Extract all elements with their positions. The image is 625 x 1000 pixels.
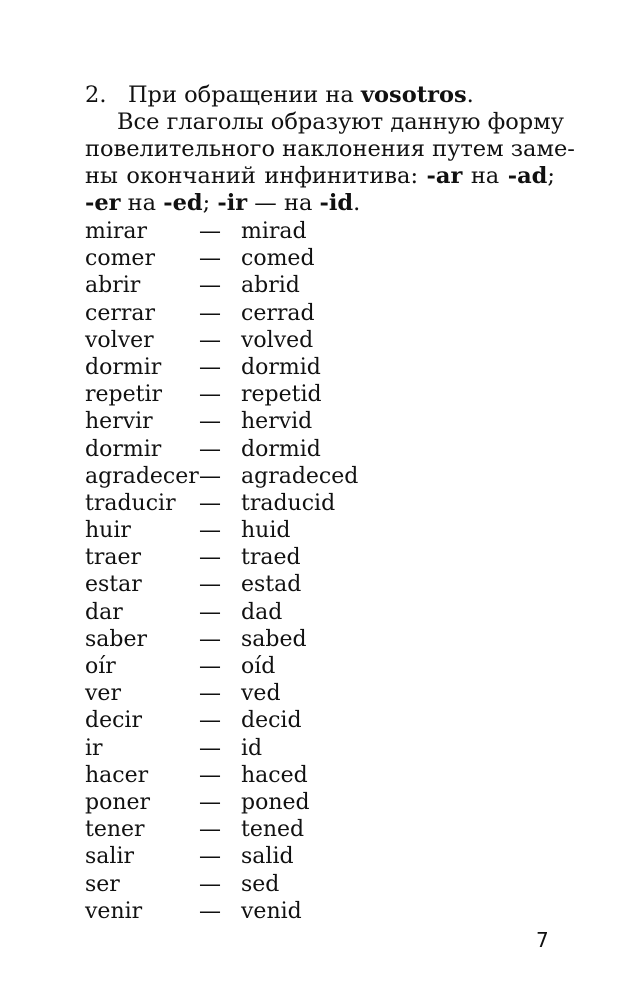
verb-infinitive: hervir xyxy=(85,409,153,435)
verb-infinitive: comer xyxy=(85,246,155,272)
verb-dash: — xyxy=(199,327,221,353)
verb-infinitive: dormir xyxy=(85,354,162,380)
verb-infinitive: estar xyxy=(85,572,142,598)
paragraph-punct: ; xyxy=(547,163,555,189)
verb-imperative: comed xyxy=(241,246,315,272)
verb-dash: — xyxy=(199,572,221,598)
verb-infinitive: oír xyxy=(85,654,116,679)
verb-infinitive: hacer xyxy=(85,762,149,788)
verb-dash: — xyxy=(199,735,221,761)
verb-imperative: cerrad xyxy=(241,300,315,326)
verb-imperative: dormid xyxy=(241,354,321,380)
verb-infinitive: saber xyxy=(85,626,148,652)
verb-imperative: decid xyxy=(241,708,302,734)
verb-imperative: abrid xyxy=(241,273,300,299)
verb-imperative: salid xyxy=(241,844,294,870)
verb-infinitive: repetir xyxy=(85,382,163,408)
verb-infinitive: decir xyxy=(85,708,142,734)
paragraph-punct: . xyxy=(353,190,361,216)
verb-imperative: huid xyxy=(241,518,291,544)
verb-imperative: hervid xyxy=(241,409,313,435)
verb-infinitive: ver xyxy=(85,681,121,707)
section-heading-text: При обращении на xyxy=(127,82,354,108)
verb-infinitive: traducir xyxy=(85,490,176,516)
paragraph-line: Все глаголы образуют данную форму xyxy=(117,109,564,135)
verb-infinitive: agradecer xyxy=(85,463,199,489)
verb-infinitive: huir xyxy=(85,518,131,544)
verb-dash: — xyxy=(199,518,221,544)
verb-dash: — xyxy=(199,219,221,244)
verb-dash: — xyxy=(199,545,221,571)
verb-infinitive: abrir xyxy=(85,273,141,299)
verb-dash: — xyxy=(199,898,221,924)
verb-imperative: traducid xyxy=(241,490,336,516)
verb-infinitive: poner xyxy=(85,789,151,815)
verb-imperative: dad xyxy=(241,599,283,625)
verb-imperative: repetid xyxy=(241,382,322,408)
verb-dash: — xyxy=(199,871,221,897)
ending-er: -er xyxy=(85,190,121,216)
ending-ed: -ed xyxy=(163,190,203,216)
verb-imperative: volved xyxy=(241,327,314,353)
verb-imperative: venid xyxy=(241,898,302,924)
paragraph-punct: ; xyxy=(202,190,211,216)
verb-imperative: sabed xyxy=(241,626,307,652)
verb-infinitive: mirar xyxy=(85,219,148,244)
verb-imperative: mirad xyxy=(241,219,307,244)
verb-imperative: sed xyxy=(241,871,280,897)
verb-infinitive: traer xyxy=(85,545,142,571)
verb-dash: — xyxy=(199,463,221,489)
verb-infinitive: volver xyxy=(85,327,154,353)
verb-infinitive: cerrar xyxy=(85,300,156,326)
verb-dash: — xyxy=(199,354,221,380)
section-number: 2. xyxy=(85,82,107,108)
ending-ar: -ar xyxy=(426,163,463,189)
paragraph-line xyxy=(85,190,555,217)
verb-dash: — xyxy=(199,490,221,516)
verb-infinitive: ser xyxy=(85,871,120,897)
verb-imperative: oíd xyxy=(241,654,276,679)
rule-paragraph xyxy=(85,109,575,217)
section-heading-period: . xyxy=(466,82,474,108)
verb-dash: — xyxy=(199,817,221,843)
verb-dash: — xyxy=(199,681,221,707)
verb-imperative: agradeced xyxy=(241,463,359,489)
paragraph-line: повелительного наклонения путем заме- xyxy=(85,136,575,162)
verb-dash: — xyxy=(199,708,221,734)
verb-dash: — xyxy=(199,789,221,815)
verb-dash: — xyxy=(199,409,221,435)
verb-dash: — xyxy=(199,599,221,625)
ending-ad: -ad xyxy=(507,163,548,189)
verb-dash: — xyxy=(199,844,221,870)
verb-imperative: tened xyxy=(241,817,305,843)
verb-imperative: haced xyxy=(241,762,308,788)
paragraph-text: ны окончаний инфинитива: xyxy=(85,163,419,189)
verb-infinitive: venir xyxy=(85,898,143,924)
ending-id: -id xyxy=(319,190,354,216)
verb-dash: — xyxy=(199,246,221,272)
paragraph-line xyxy=(85,163,555,190)
verb-dash: — xyxy=(199,762,221,788)
verb-dash: — xyxy=(199,654,221,679)
verb-dash: — xyxy=(199,626,221,652)
verb-infinitive: dar xyxy=(85,599,123,625)
ending-ir: -ir xyxy=(217,190,248,216)
verb-infinitive: ir xyxy=(85,735,103,761)
verb-infinitive: dormir xyxy=(85,436,162,462)
page-number: 7 xyxy=(536,928,549,952)
paragraph-text: — на xyxy=(254,190,313,216)
verb-imperative: id xyxy=(241,735,263,761)
verb-dash: — xyxy=(199,436,221,462)
verb-dash: — xyxy=(199,382,221,408)
paragraph-text: на xyxy=(470,163,500,189)
section-heading-keyword: vosotros xyxy=(360,82,467,108)
verb-imperative: dormid xyxy=(241,436,321,462)
verb-imperative: estad xyxy=(241,572,302,598)
verb-dash: — xyxy=(199,300,221,326)
section-heading xyxy=(85,80,474,110)
verb-infinitive: tener xyxy=(85,817,145,843)
verb-imperative: poned xyxy=(241,789,310,815)
verb-dash: — xyxy=(199,273,221,299)
verb-imperative: ved xyxy=(241,681,281,707)
verb-imperative: traed xyxy=(241,545,301,571)
verb-infinitive: salir xyxy=(85,844,134,870)
paragraph-text: на xyxy=(127,190,157,216)
